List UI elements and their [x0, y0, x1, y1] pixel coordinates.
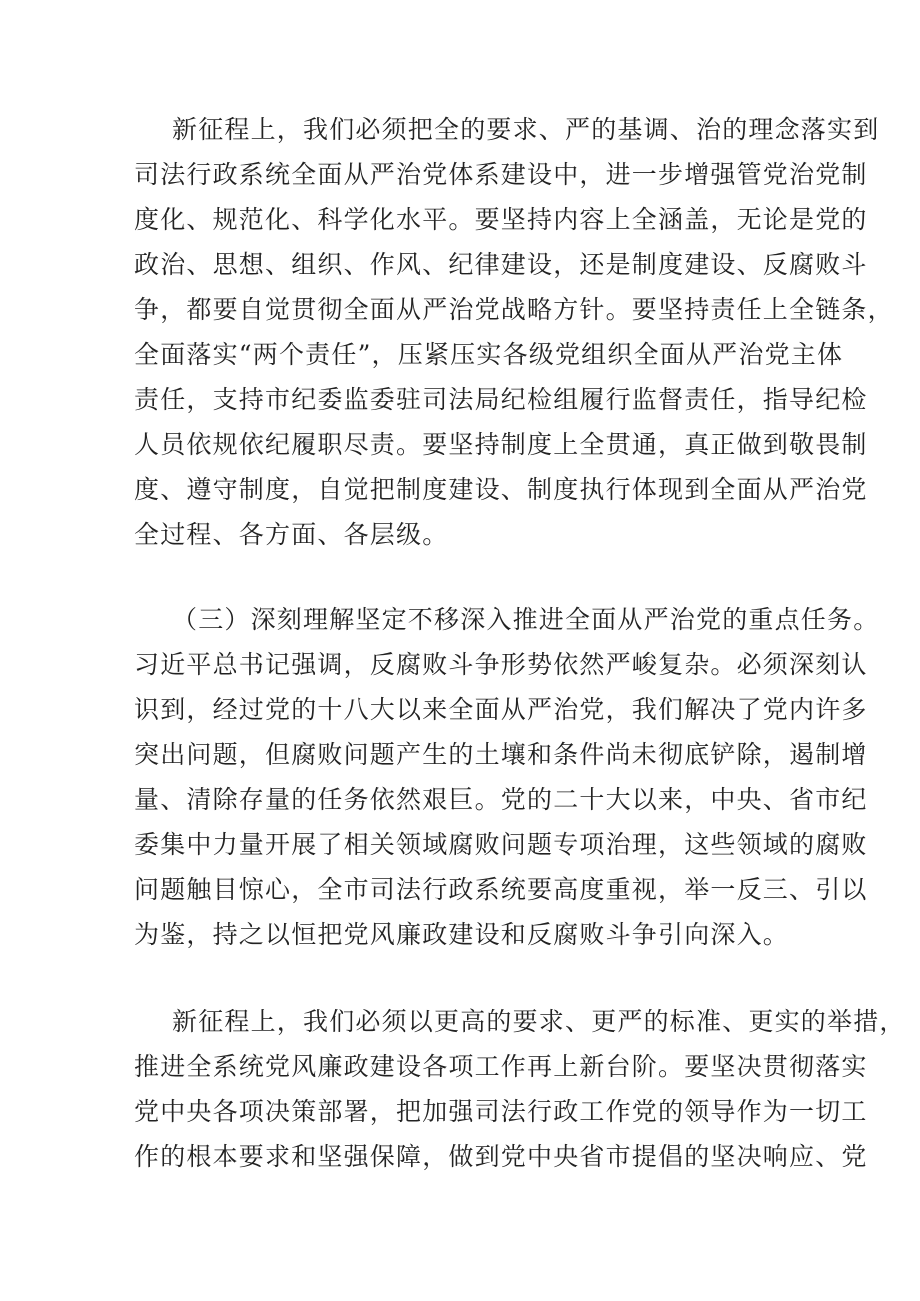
paragraph-3-line-4: 作的根本要求和坚强保障，做到党中央省市提倡的坚决响应、党 [134, 1142, 868, 1171]
paragraph-2-line-2: 习近平总书记强调，反腐败斗争形势依然严峻复杂。必须深刻认 [134, 650, 868, 679]
paragraph-1-line-5: 争，都要自觉贯彻全面从严治党战略方针。要坚持责任上全链条， [134, 295, 894, 324]
paragraph-2-line-1: （三）深刻理解坚定不移深入推进全面从严治党的重点任务。 [172, 605, 880, 634]
paragraph-1-line-9: 度、遵守制度，自觉把制度建设、制度执行体现到全面从严治党 [134, 475, 868, 504]
paragraph-2-line-6: 委集中力量开展了相关领域腐败问题专项治理，这些领域的腐败 [134, 830, 868, 859]
paragraph-1-line-6: 全面落实“两个责任”，压紧压实各级党组织全面从严治党主体 [134, 340, 844, 369]
paragraph-2-line-5: 量、清除存量的任务依然艰巨。党的二十大以来，中央、省市纪 [134, 785, 868, 814]
paragraph-2-line-3: 识到，经过党的十八大以来全面从严治党，我们解决了党内许多 [134, 695, 868, 724]
paragraph-3-line-3: 党中央各项决策部署，把加强司法行政工作党的领导作为一切工 [134, 1097, 868, 1126]
paragraph-1-line-2: 司法行政系统全面从严治党体系建设中，进一步增强管党治党制 [134, 160, 868, 189]
paragraph-3-line-2: 推进全系统党风廉政建设各项工作再上新台阶。要坚决贯彻落实 [134, 1052, 868, 1081]
paragraph-1-line-4: 政治、思想、组织、作风、纪律建设，还是制度建设、反腐败斗 [134, 250, 868, 279]
paragraph-1-line-8: 人员依规依纪履职尽责。要坚持制度上全贯通，真正做到敬畏制 [134, 430, 868, 459]
paragraph-3-line-1: 新征程上，我们必须以更高的要求、更严的标准、更实的举措， [172, 1007, 906, 1036]
paragraph-2-line-7: 问题触目惊心，全市司法行政系统要高度重视，举一反三、引以 [134, 875, 868, 904]
paragraph-1-line-3: 度化、规范化、科学化水平。要坚持内容上全涵盖，无论是党的 [134, 205, 868, 234]
paragraph-2-line-8: 为鉴，持之以恒把党风廉政建设和反腐败斗争引向深入。 [134, 920, 790, 949]
paragraph-1-line-10: 全过程、各方面、各层级。 [134, 520, 449, 549]
paragraph-2-line-4: 突出问题，但腐败问题产生的土壤和条件尚未彻底铲除，遏制增 [134, 740, 868, 769]
paragraph-1-line-7: 责任，支持市纪委监委驻司法局纪检组履行监督责任，指导纪检 [134, 385, 868, 414]
paragraph-1-line-1: 新征程上，我们必须把全的要求、严的基调、治的理念落实到 [172, 115, 880, 144]
